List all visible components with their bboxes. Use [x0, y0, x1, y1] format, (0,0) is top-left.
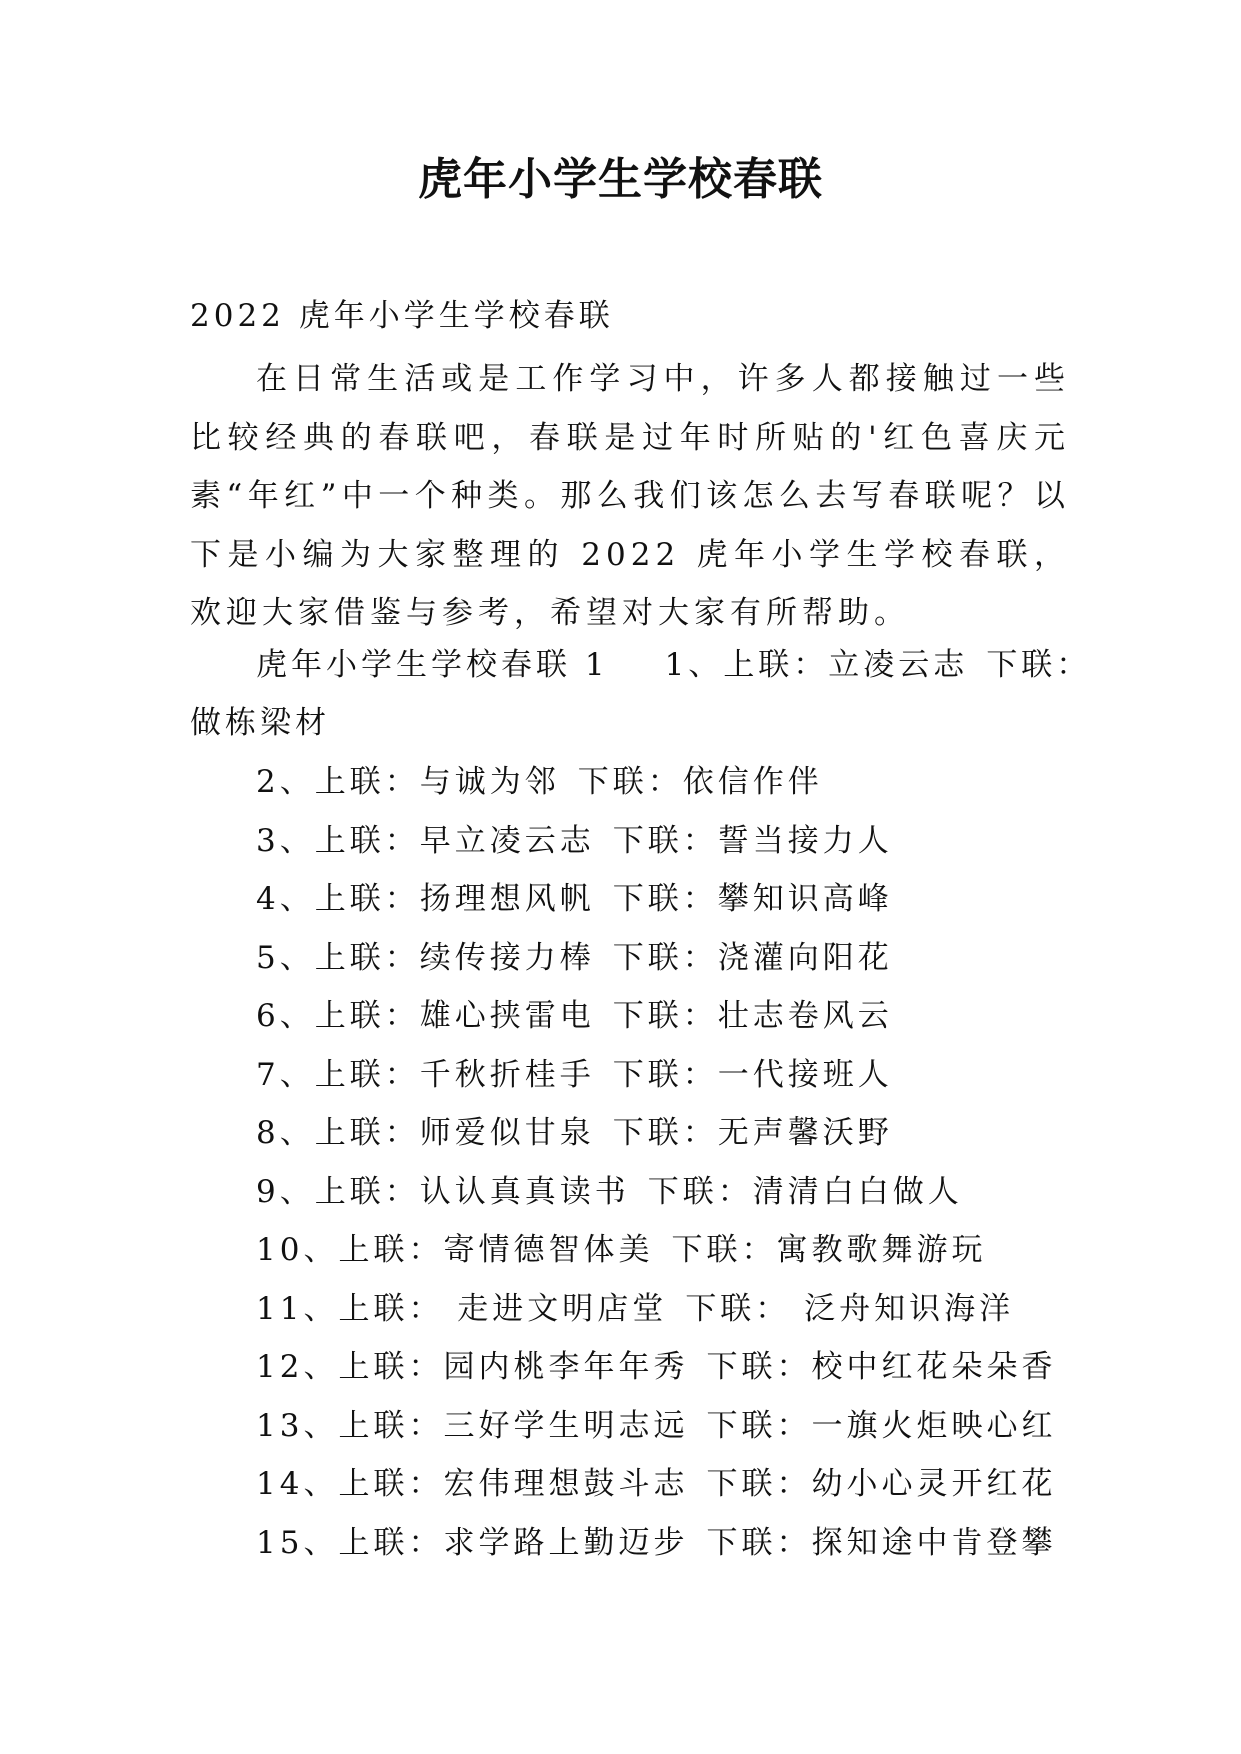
- couplet-number: 8、: [256, 1115, 315, 1151]
- couplet-number: 12、: [256, 1349, 339, 1385]
- couplet-upper: 上联：早立凌云志: [314, 822, 595, 859]
- couplet-number: 9、: [256, 1173, 315, 1210]
- couplet-item: [256, 1464, 1156, 1523]
- couplet-number: 14、: [256, 1466, 339, 1502]
- couplet-lower: 下联：攀知识高峰: [612, 881, 893, 917]
- couplet-lower: 下联：探知途中肯登攀: [706, 1524, 1057, 1561]
- couplet-upper: 上联：千秋折桂手: [314, 1056, 595, 1093]
- couplet-lower-label: 下联：: [986, 647, 1092, 683]
- couplet-upper: 上联：三好学生明志远: [338, 1407, 689, 1444]
- couplet-item: [256, 996, 1156, 1055]
- intro-paragraph: 在日常生活或是工作学习中，许多人都接触过一些比较经典的春联吧，春联是过年时所贴的'红色喜庆元素“年红”中一个种类。那么我们该怎么去写春联呢？以下是小编为大家整理的 2022 虎年小学生学校春联，欢迎大家借鉴与参考，希望对大家有所帮助。: [190, 361, 1070, 631]
- couplet-item: [256, 1347, 1156, 1406]
- couplet-lower: 下联：幼小心灵开红花: [706, 1466, 1057, 1502]
- couplet-number: 6、: [256, 998, 315, 1034]
- couplet-upper: 上联：与诚为邻: [314, 764, 560, 800]
- couplet-item: [256, 1172, 1156, 1231]
- couplet-lower: 下联：壮志卷风云: [612, 998, 893, 1034]
- couplet-number: 10、: [256, 1232, 339, 1268]
- couplet-lower: 下联： 泛舟知识海洋: [685, 1290, 1015, 1327]
- couplet-lower: 下联：誓当接力人: [612, 822, 893, 859]
- couplet-item: [256, 1523, 1156, 1582]
- couplet-item: [256, 1055, 1156, 1114]
- couplet-item: [256, 938, 1156, 997]
- couplet-upper: 上联：师爱似甘泉: [314, 1115, 595, 1151]
- couplet-lower: 下联：浇灌向阳花: [612, 939, 893, 976]
- couplet-number: 4、: [256, 881, 315, 917]
- couplet-item: [256, 1113, 1156, 1172]
- couplet-upper: 上联：立凌云志: [723, 647, 969, 683]
- couplet-item: [256, 762, 1156, 821]
- couplet-item: [256, 821, 1156, 880]
- couplet-item: [256, 1230, 1156, 1289]
- couplet-number: 3、: [256, 822, 315, 859]
- couplet-upper: 上联：寄情德智体美: [338, 1232, 654, 1268]
- couplet-lower: 下联：校中红花朵朵香: [706, 1349, 1057, 1385]
- couplet-upper: 上联：雄心挟雷电: [314, 998, 595, 1034]
- couplet-upper: 上联：认认真真读书: [314, 1173, 630, 1210]
- couplet-upper: 上联：园内桃李年年秀: [338, 1349, 689, 1385]
- couplet-lower: 下联：一代接班人: [612, 1056, 893, 1093]
- couplet-lower: 下联：依信作伴: [577, 764, 823, 800]
- section-heading-line: [256, 645, 1091, 685]
- couplet-lower: 下联：清清白白做人: [647, 1173, 963, 1210]
- couplet-list: [256, 762, 1156, 1581]
- couplet-item: [256, 1289, 1156, 1348]
- couplet-lower: 下联：一旗火炬映心红: [706, 1407, 1057, 1444]
- couplet-number: 1、: [664, 647, 724, 683]
- document-subtitle: 2022 虎年小学生学校春联: [190, 298, 614, 334]
- couplet-number: 13、: [256, 1407, 339, 1444]
- couplet-lower-continued: 做栋梁材: [190, 705, 330, 741]
- couplet-item: [256, 1406, 1156, 1465]
- couplet-upper: 上联：续传接力棒: [314, 939, 595, 976]
- couplet-number: 2、: [256, 764, 315, 800]
- couplet-upper: 上联：扬理想风帆: [314, 881, 595, 917]
- couplet-number: 11、: [256, 1290, 339, 1327]
- couplet-number: 5、: [256, 939, 315, 976]
- section-heading: 虎年小学生学校春联 1: [256, 647, 609, 683]
- couplet-upper: 上联：宏伟理想鼓斗志: [338, 1466, 689, 1502]
- couplet-upper: 上联：求学路上勤迈步: [338, 1524, 689, 1561]
- document-title: 虎年小学生学校春联: [418, 154, 823, 205]
- couplet-item: [256, 879, 1156, 938]
- couplet-number: 15、: [256, 1524, 339, 1561]
- couplet-lower: 下联：寓教歌舞游玩: [671, 1232, 987, 1268]
- couplet-lower: 下联：无声馨沃野: [612, 1115, 893, 1151]
- couplet-upper: 上联： 走进文明店堂: [338, 1290, 668, 1327]
- couplet-number: 7、: [256, 1056, 315, 1093]
